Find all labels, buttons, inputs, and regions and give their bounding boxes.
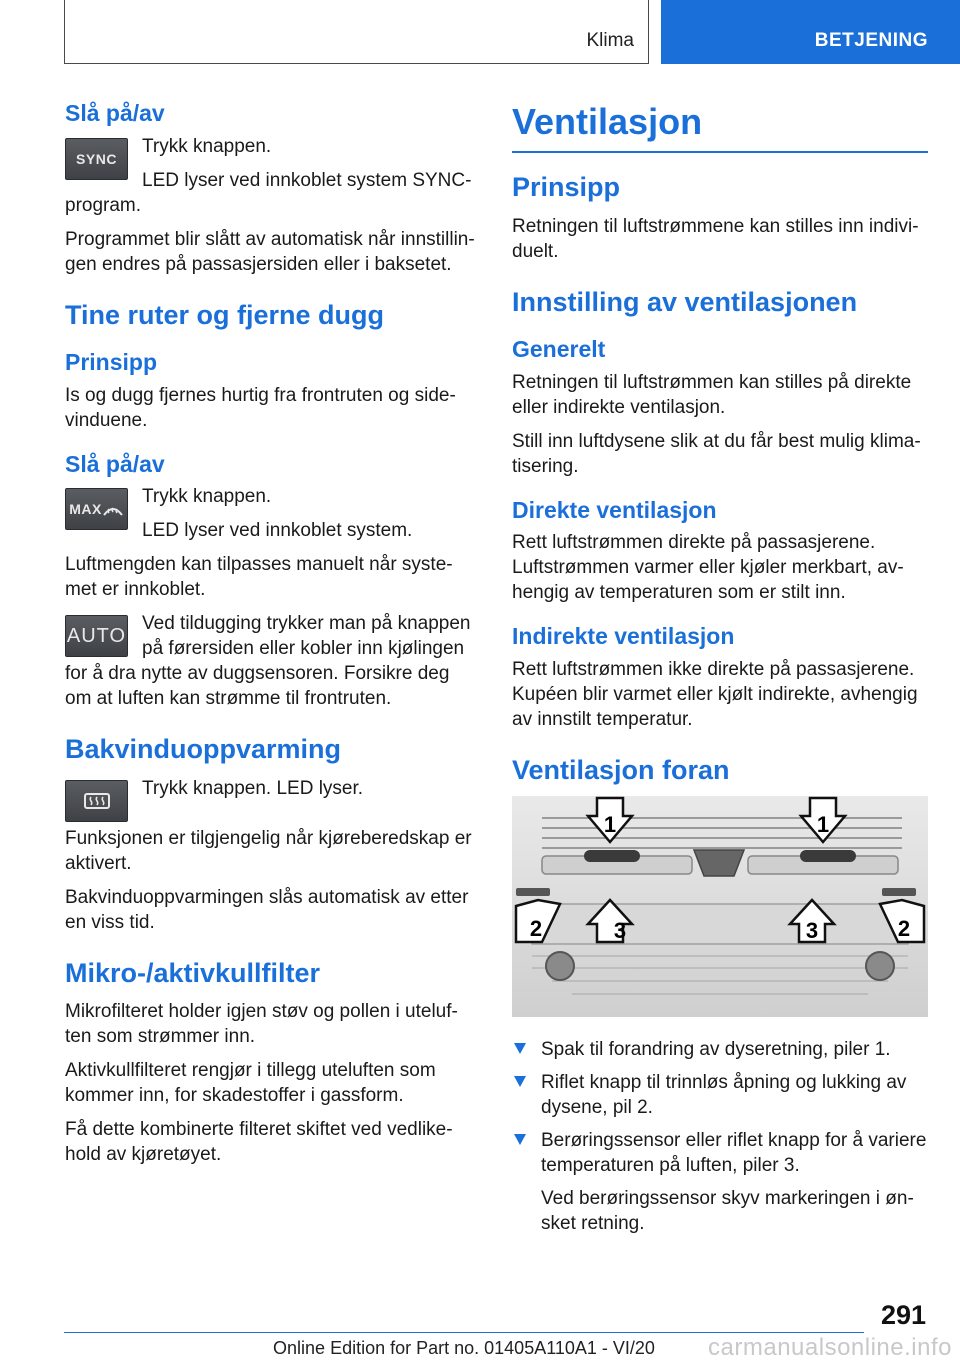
max-block	[65, 484, 475, 552]
auto-block	[65, 611, 475, 661]
general-text-2: Still inn luftdysene slik at du får best mulig klimatisering.	[512, 430, 921, 477]
ventilation-principle-text: Retningen til luftstrømmene kan stilles inn individuelt.	[512, 215, 919, 262]
heading-ventilation: Ventilasjon	[512, 100, 928, 153]
watermark: carmanualsonline.info	[708, 1334, 952, 1361]
rear-heat-text-3: Bakvinduoppvarmingen slås automatisk av etter en viss tid.	[65, 886, 469, 933]
left-column	[65, 100, 475, 1176]
max-text-1: Trykk knappen.	[142, 486, 272, 508]
sync-button-label: SYNC	[76, 150, 117, 167]
heading-general: Generelt	[512, 335, 606, 362]
filter-text-3: Få dette kombinerte filteret skiftet ved vedlikehold av kjøretøyet.	[65, 1118, 453, 1165]
direct-ventilation-text: Rett luftstrømmen direkte på passasjerene. Luftstrømmen varmer eller kjøler merkbart, avhengig av temperaturen som er stilt inn.	[512, 532, 904, 604]
heading-ventilation-settings: Innstilling av ventilasjonen	[512, 286, 858, 317]
rear-defrost-icon	[82, 790, 112, 812]
filter-text-1: Mikrofilteret holder igjen støv og pollen i uteluften som strømmer inn.	[65, 1000, 458, 1047]
filter-text-2: Aktivkullfilteret rengjør i tillegg uteluften som kommer inn, for skadestoffer i gassform.	[65, 1059, 436, 1106]
header-chapter-title: Klima	[586, 30, 634, 51]
heading-direct-ventilation: Direkte ventilasjon	[512, 496, 717, 523]
front-vent-diagram	[512, 796, 928, 1017]
diagram-label-1-left: 1	[603, 812, 617, 838]
indirect-ventilation-text: Rett luftstrømmen ikke direkte på passasjerene. Kupéen blir varmet eller kjølt indirekte, avhengig av innstilt temperatur.	[512, 658, 918, 730]
max-defrost-button-icon	[65, 488, 128, 530]
bullet-sub-text: Ved berøringssensor skyv markeringen i ønsket retning.	[541, 1188, 914, 1235]
heading-indirect-ventilation: Indirekte ventilasjon	[512, 623, 735, 650]
rear-heat-text-1: Trykk knappen. LED lyser.	[142, 777, 364, 799]
heading-defrost-on-off: Slå på/av	[65, 450, 165, 477]
heading-rear-window-heating: Bakvinduoppvarming	[65, 734, 342, 765]
header-section-tab: BETJENING	[661, 0, 960, 64]
defrost-principle-text: Is og dugg fjernes hurtig fra frontruten og sidevinduene.	[65, 384, 456, 431]
bullet-item: Spak til forandring av dyseretning, piler 1.	[512, 1037, 928, 1062]
footer-rule	[64, 1332, 864, 1333]
auto-text-b: på førersiden eller kobler inn kjølingen	[142, 638, 465, 660]
heading-defrost: Tine ruter og fjerne dugg	[65, 299, 385, 330]
sync-button-icon	[65, 138, 128, 180]
header-chapter-box	[64, 0, 649, 64]
sync-text-1: Trykk knappen.	[142, 135, 272, 157]
diagram-label-2-right: 2	[897, 916, 911, 942]
bullet-triangle-icon	[514, 1043, 526, 1054]
windshield-defrost-icon	[102, 499, 124, 519]
diagram-label-2-left: 2	[529, 916, 543, 942]
heading-micro-filter: Mikro-/aktivkullfilter	[65, 957, 321, 988]
heading-defrost-principle: Prinsipp	[65, 348, 158, 375]
sync-text-3: Programmet blir slått av automatisk når innstillingen endres på passasjersiden eller i baksetet.	[65, 228, 475, 275]
rear-heat-text-2: Funksjonen er tilgjengelig når kjøreberedskap er aktivert.	[65, 827, 472, 874]
heading-ventilation-principle: Prinsipp	[512, 172, 621, 203]
sync-block	[65, 134, 475, 193]
bullet-triangle-icon	[514, 1134, 526, 1145]
diagram-label-1-right: 1	[816, 812, 830, 838]
airflow-text: Luftmengden kan tilpasses manuelt når systemet er innkoblet.	[65, 554, 453, 601]
max-text-2: LED lyser ved innkoblet system.	[142, 520, 413, 542]
diagram-label-3-left: 3	[613, 918, 627, 944]
bullet-item: Riflet knapp til trinnløs åpning og lukking av dysene, pil 2.	[512, 1070, 928, 1120]
auto-text-c: for å dra nytte av duggsensoren. Forsikre deg om at luften kan strømme til frontruten.	[65, 663, 450, 710]
auto-text-a: Ved tildugging trykker man på knappen	[142, 613, 471, 635]
sync-text-2a: LED lyser ved innkoblet system SYNC-	[142, 169, 472, 191]
rear-window-heating-button-icon	[65, 780, 128, 822]
page-number: 291	[880, 1300, 926, 1330]
bullet-item: Berøringssensor eller riflet knapp for å variere temperaturen på luften, piler 3.	[512, 1128, 928, 1178]
right-column	[512, 100, 928, 1236]
footer-edition: Online Edition for Part no. 01405A110A1 - VI/20	[273, 1338, 655, 1358]
auto-button-label: AUTO	[66, 624, 127, 647]
auto-button-icon	[65, 615, 128, 657]
diagram-label-3-right: 3	[805, 918, 819, 944]
heading-sync-on-off: Slå på/av	[65, 100, 165, 126]
sync-text-2b: program.	[65, 194, 142, 216]
rear-heat-block	[65, 776, 475, 826]
max-button-label: MAX	[69, 501, 102, 518]
bullet-triangle-icon	[514, 1076, 526, 1087]
heading-front-ventilation: Ventilasjon foran	[512, 754, 730, 785]
general-text-1: Retningen til luftstrømmen kan stilles på direkte eller indirekte ventilasjon.	[512, 371, 912, 418]
